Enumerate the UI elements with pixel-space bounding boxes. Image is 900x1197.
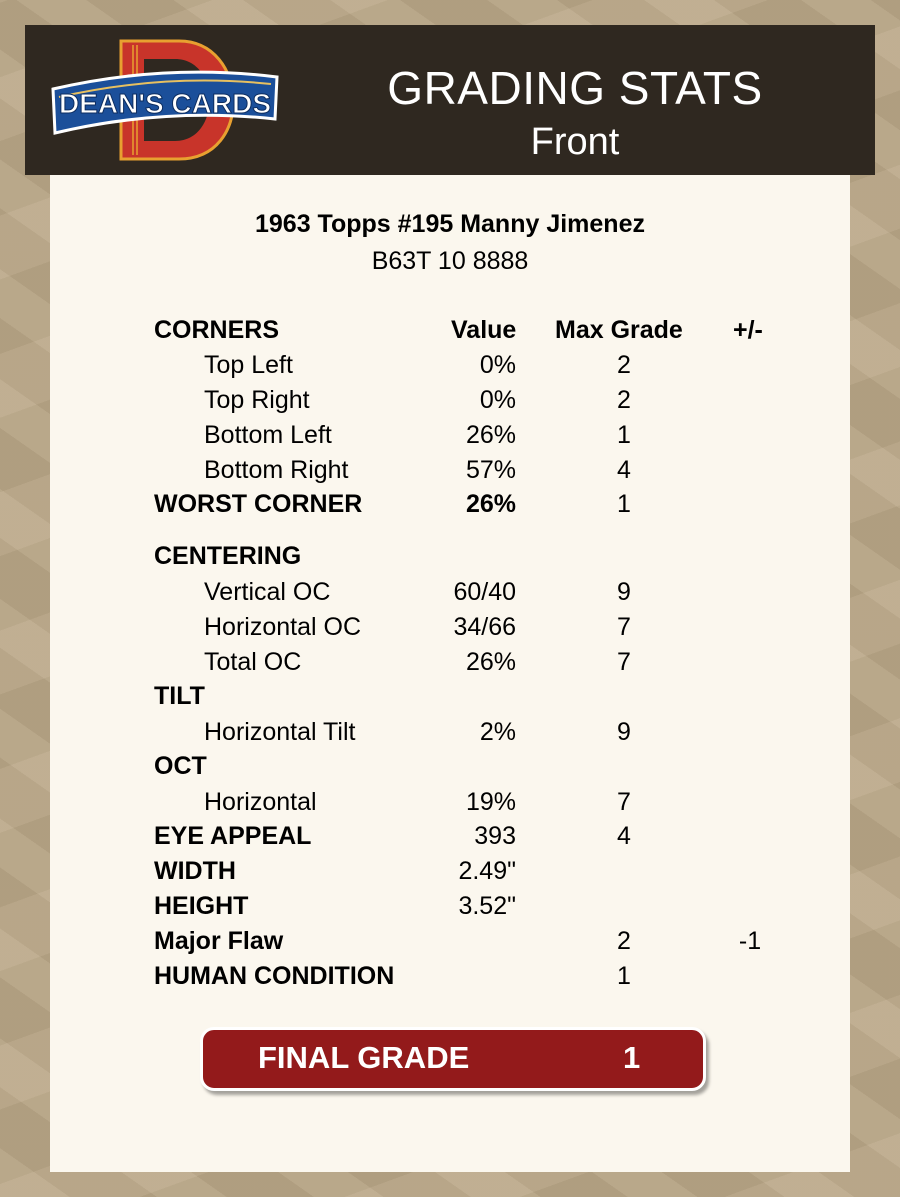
column-header-plus-minus: +/- (733, 316, 763, 344)
row-max-grade: 9 (617, 718, 631, 746)
stat-row (50, 752, 850, 784)
deans-cards-logo (49, 37, 281, 163)
final-grade-badge (200, 1027, 706, 1091)
page-title: GRADING STATS (387, 62, 763, 114)
row-value: 2.49" (458, 857, 516, 885)
stat-row (50, 421, 850, 453)
stat-row (50, 892, 850, 924)
row-max-grade: 1 (617, 962, 631, 990)
row-label: WORST CORNER (154, 490, 363, 518)
row-label: Bottom Left (204, 421, 332, 449)
column-header-value: Value (451, 316, 517, 344)
stat-row (50, 648, 850, 680)
stat-row (50, 927, 850, 959)
row-label: HEIGHT (154, 892, 249, 920)
row-label: Vertical OC (204, 578, 331, 606)
row-value: 26% (465, 648, 516, 676)
row-max-grade: 2 (617, 351, 631, 379)
stat-row (50, 788, 850, 820)
stat-row (50, 386, 850, 418)
page-subtitle: Front (530, 121, 620, 163)
row-label: Total OC (204, 648, 302, 676)
stat-row (50, 822, 850, 854)
row-label: Top Left (204, 351, 293, 379)
row-label: HUMAN CONDITION (154, 962, 395, 990)
row-label: Horizontal Tilt (204, 718, 356, 746)
row-label: CORNERS (154, 316, 280, 344)
grading-card (50, 175, 850, 1172)
row-max-grade: 7 (617, 613, 631, 641)
stat-row (50, 718, 850, 750)
row-label: OCT (154, 752, 207, 780)
final-grade-label: FINAL GRADE (258, 1040, 470, 1075)
stat-row (50, 456, 850, 488)
stat-row (50, 682, 850, 714)
row-value: 60/40 (453, 578, 516, 606)
row-value: 34/66 (453, 613, 516, 641)
row-value: 26% (465, 490, 516, 518)
row-max-grade: 2 (617, 927, 631, 955)
stat-row (50, 351, 850, 383)
row-max-grade: 7 (617, 648, 631, 676)
row-label: TILT (154, 682, 205, 710)
row-label: CENTERING (154, 542, 302, 570)
column-header-max-grade: Max Grade (555, 316, 683, 344)
row-label: Horizontal OC (204, 613, 361, 641)
row-value: 0% (479, 351, 516, 379)
logo-text: DEAN'S CARDS (58, 88, 272, 119)
row-value: 26% (465, 421, 516, 449)
row-value: 393 (474, 822, 516, 850)
row-max-grade: 4 (617, 456, 631, 484)
header-banner (25, 25, 875, 175)
row-max-grade: 7 (617, 788, 631, 816)
row-max-grade: 9 (617, 578, 631, 606)
row-plus-minus: -1 (738, 927, 762, 955)
stat-row (50, 490, 850, 522)
row-value: 57% (465, 456, 516, 484)
stat-row (50, 857, 850, 889)
row-label: Top Right (204, 386, 310, 414)
row-value: 0% (479, 386, 516, 414)
row-max-grade: 1 (617, 490, 631, 518)
card-id: B63T 10 8888 (371, 247, 529, 275)
row-max-grade: 1 (617, 421, 631, 449)
row-value: 19% (465, 788, 516, 816)
stat-row (50, 962, 850, 994)
row-label: Major Flaw (154, 927, 284, 955)
row-value: 3.52" (458, 892, 516, 920)
row-value: 2% (479, 718, 516, 746)
row-max-grade: 4 (617, 822, 631, 850)
row-label: WIDTH (154, 857, 236, 885)
row-label: Horizontal (204, 788, 317, 816)
row-label: Bottom Right (204, 456, 349, 484)
stat-row (50, 542, 850, 574)
row-label: EYE APPEAL (154, 822, 312, 850)
row-max-grade: 2 (617, 386, 631, 414)
stat-row (50, 578, 850, 610)
stats-header-row (50, 316, 850, 348)
card-name: 1963 Topps #195 Manny Jimenez (255, 210, 645, 238)
final-grade-value: 1 (623, 1040, 641, 1075)
stat-row (50, 613, 850, 645)
